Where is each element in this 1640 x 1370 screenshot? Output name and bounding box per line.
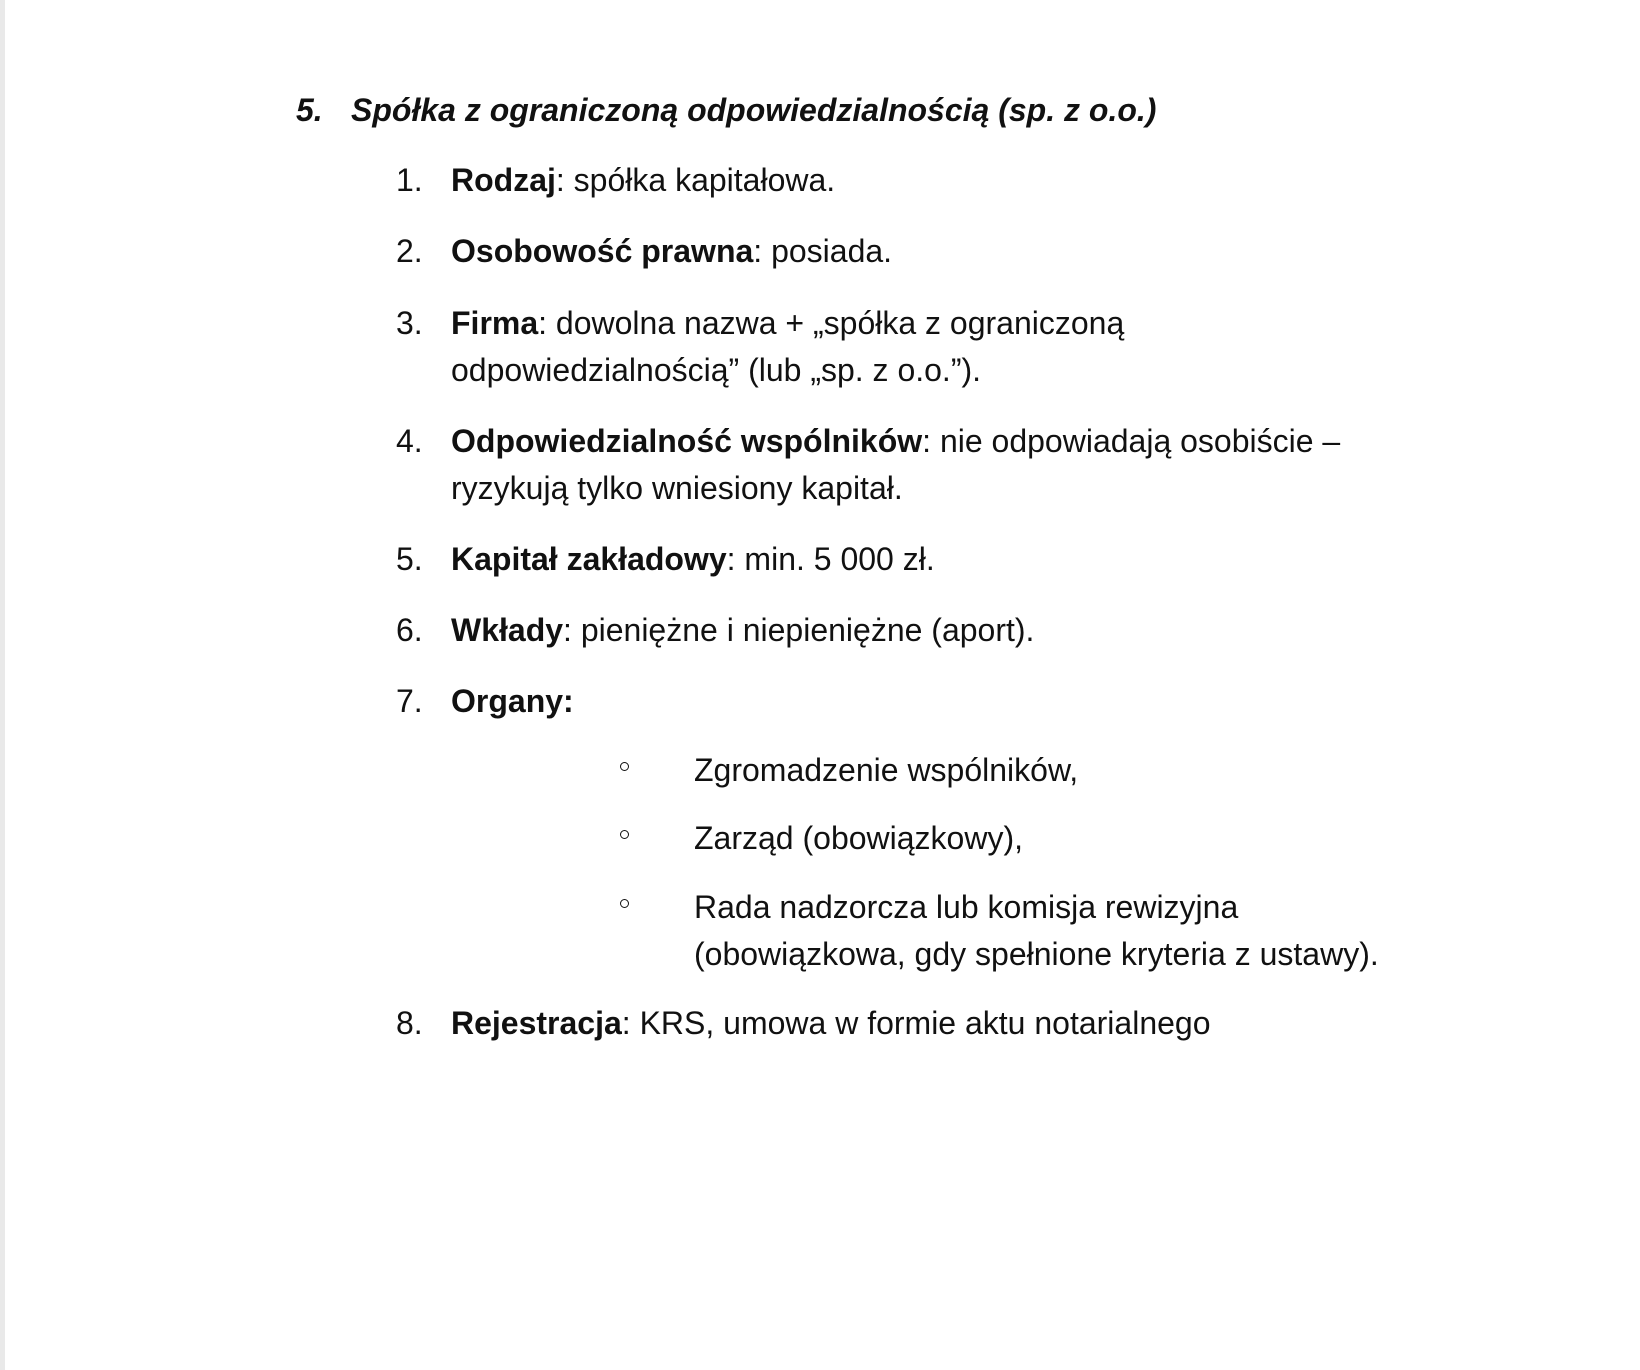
item-text-continued: ryzykują tylko wniesiony kapitał. [451, 470, 903, 506]
item-number: 8. [396, 1005, 423, 1041]
section-title: Spółka z ograniczoną odpowiedzialnością (sp. z o.o.) [351, 92, 1157, 128]
item-text: : pieniężne i niepieniężne (aport). [563, 612, 1035, 648]
organ-text-continued: (obowiązkowa, gdy spełnione kryteria z ustawy). [694, 936, 1379, 972]
item-term: Odpowiedzialność wspólników [451, 423, 923, 459]
item-term: Organy: [451, 683, 574, 719]
organ-text: Zarząd (obowiązkowy), [694, 820, 1023, 856]
organ-text: Zgromadzenie wspólników, [694, 752, 1079, 788]
item-text: : posiada. [753, 233, 893, 269]
item-term: Wkłady [451, 612, 564, 648]
item-term: Firma [451, 305, 539, 341]
section-heading [296, 88, 1156, 132]
item-number: 7. [396, 683, 423, 719]
organ-text: Rada nadzorcza lub komisja rewizyjna [694, 889, 1239, 925]
item-number: 4. [396, 423, 423, 459]
item-term: Kapitał zakładowy [451, 541, 727, 577]
item-number: 5. [396, 541, 423, 577]
item-text-continued: odpowiedzialnością” (lub „sp. z o.o.”). [451, 352, 982, 388]
item-text: : nie odpowiadają osobiście – [922, 423, 1341, 459]
item-number: 1. [396, 162, 423, 198]
item-text: : min. 5 000 zł. [726, 541, 935, 577]
item-text: : dowolna nazwa + „spółka z ograniczoną [538, 305, 1125, 341]
item-text: : spółka kapitałowa. [555, 162, 836, 198]
item-term: Osobowość prawna [451, 233, 754, 269]
item-term: Rejestracja [451, 1005, 622, 1041]
item-number: 3. [396, 305, 423, 341]
circle-bullet-icon [620, 899, 629, 908]
item-term: Rodzaj [451, 162, 556, 198]
circle-bullet-icon [620, 830, 629, 839]
item-number: 6. [396, 612, 423, 648]
section-number: 5. [296, 92, 323, 128]
item-number: 2. [396, 233, 423, 269]
circle-bullet-icon [620, 762, 629, 771]
item-text: : KRS, umowa w formie aktu notarialnego [621, 1005, 1211, 1041]
